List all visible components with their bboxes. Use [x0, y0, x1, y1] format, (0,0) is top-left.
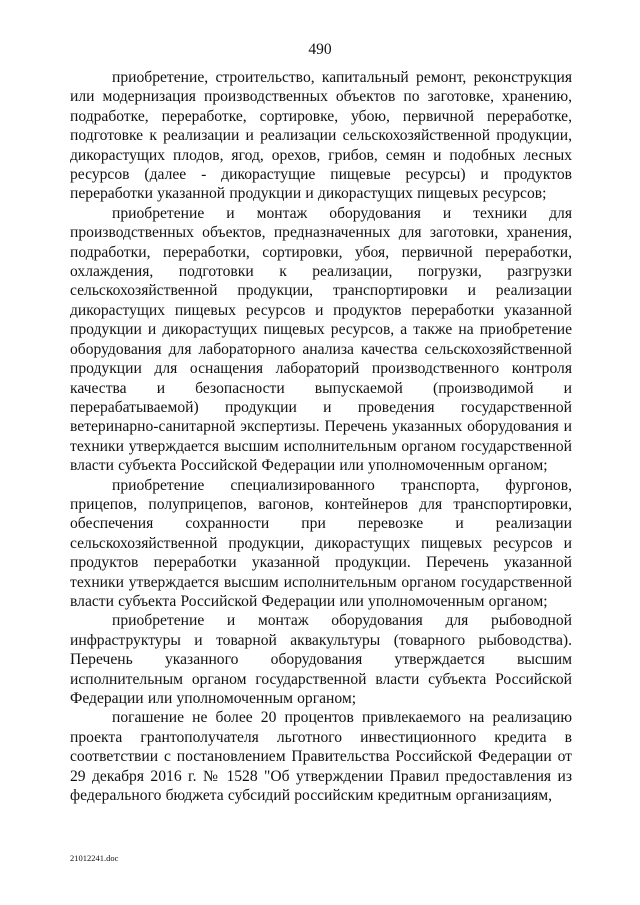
paragraph-transport: приобретение специализированного транспорта, фургонов, прицепов, полуприцепов, вагонов, контейнеров для транспортировки, обеспечения сохранности при перевозке и реализации сельскохозяйственной продукции, дикорастущих пищевых ресурсов и продуктов переработки указанной продукции. Перечень указанной техники утверждается высшим исполнительным органом государственной власти субъекта Российской Федерации или уполномоченным органом; [70, 476, 572, 610]
paragraph-aquaculture: приобретение и монтаж оборудования для рыбоводной инфраструктуры и товарной аквакультуры (товарного рыбоводства). Перечень указанного оборудования утверждается высшим исполнительным органом государственной власти субъекта Российской Федерации или уполномоченным органом; [70, 612, 572, 707]
page-number: 490 [308, 41, 332, 58]
paragraph-construction: приобретение, строительство, капитальный ремонт, реконструкция или модернизация производственных объектов по заготовке, хранению, подработке, переработке, сортировке, убою, первичной переработке, подготовке к реализации и реализации сельскохозяйственной продукции, дикорастущих плодов, ягод, орехов, грибов, семян и подобных лесных ресурсов (далее - дикорастущие пищевые ресурсы) и продуктов переработки указанной продукции и дикорастущих пищевых ресурсов; [70, 69, 572, 203]
paragraph-equipment: приобретение и монтаж оборудования и техники для производственных объектов, предназначенных для заготовки, хранения, подработки, переработки, сортировки, убоя, первичной переработки, охлаждения, подготовки к реализации, погрузки, разгрузки сельскохозяйственной продукции, транспортировки и реализации дикорастущих пищевых ресурсов и продуктов переработки указанной продукции и дикорастущих пищевых ресурсов, а также на приобретение оборудования для лабораторного анализа качества сельскохозяйственной продукции для оснащения лабораторий производственного контроля качества и безопасности выпускаемой (производимой и перерабатываемой) продукции и проведения государственной ветеринарно-санитарной экспертизы. Перечень указанных оборудования и техники утверждается высшим исполнительным органом государственной власти субъекта Российской Федерации или уполномоченным органом; [70, 204, 572, 475]
document-file-code: 21012241.doc [70, 853, 119, 863]
paragraph-loan-repayment: погашение не более 20 процентов привлекаемого на реализацию проекта грантополучателя льготного инвестиционного кредита в соответствии с постановлением Правительства Российской Федерации от 29 декабря 2016 г. № 1528 "Об утверждении Правил предоставления из федерального бюджета субсидий российским кредитным организациям, [70, 709, 572, 805]
document-body [70, 68, 572, 805]
